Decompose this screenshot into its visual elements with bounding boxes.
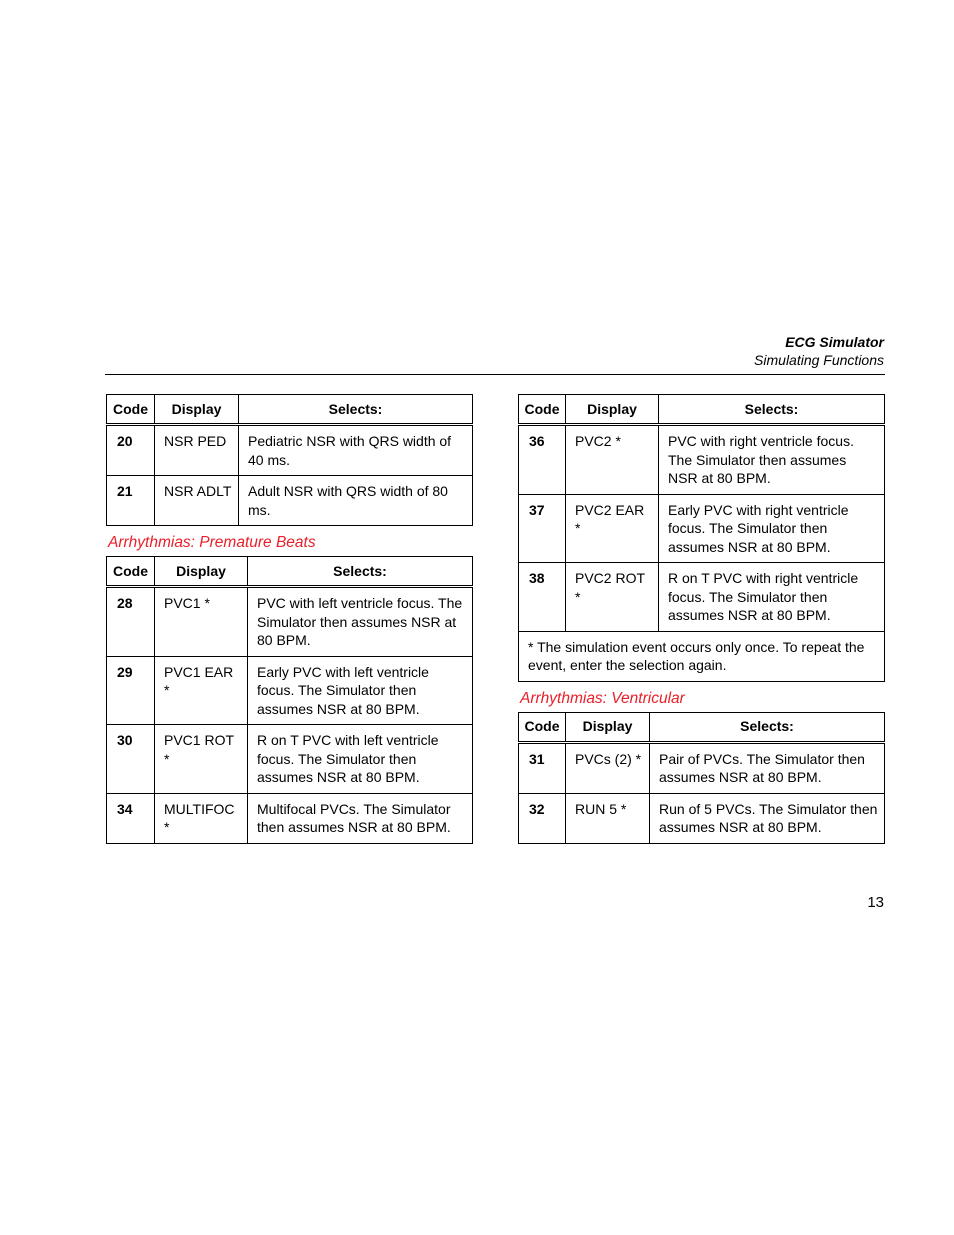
row-code: 21 [107,476,155,526]
column-header-display: Display [155,395,239,425]
table-row [519,425,885,495]
row-code: 36 [519,425,566,495]
row-selects: Run of 5 PVCs. The Simulator then assumes NSR at 80 BPM. [650,793,885,843]
column-header-code: Code [107,557,155,587]
row-display: PVC2 * [566,425,659,495]
section-title-premature-beats: Arrhythmias: Premature Beats [108,534,316,551]
row-code: 32 [519,793,566,843]
row-code: 20 [107,425,155,476]
column-header-selects: Selects: [239,395,473,425]
right-column [518,394,885,844]
table-row [519,793,885,843]
row-display: PVCs (2) * [566,742,650,793]
table-row [107,725,473,794]
column-header-selects: Selects: [650,712,885,742]
row-display: NSR PED [155,425,239,476]
column-header-code: Code [519,712,566,742]
header-rule [105,374,885,375]
row-code: 29 [107,656,155,725]
row-code: 34 [107,793,155,843]
section-title-ventricular: Arrhythmias: Ventricular [520,689,685,707]
table-row [519,742,885,793]
table-row [107,425,473,476]
row-display: PVC1 EAR * [155,656,248,725]
table-row [107,476,473,526]
running-header [754,333,884,369]
row-display: PVC1 ROT * [155,725,248,794]
row-code: 38 [519,563,566,632]
table-row [107,587,473,657]
left-column [106,394,473,844]
row-code: 31 [519,742,566,793]
page-number: 13 [867,894,884,911]
column-header-selects: Selects: [248,557,473,587]
column-header-code: Code [107,395,155,425]
column-header-selects: Selects: [659,395,885,425]
row-display: PVC1 * [155,587,248,657]
ventricular-table [518,712,885,844]
row-selects: Multifocal PVCs. The Simulator then assumes NSR at 80 BPM. [248,793,473,843]
row-selects: Early PVC with left ventricle focus. The Simulator then assumes NSR at 80 BPM. [248,656,473,725]
row-display: RUN 5 * [566,793,650,843]
row-display: MULTIFOC * [155,793,248,843]
row-display: PVC2 ROT * [566,563,659,632]
column-header-code: Code [519,395,566,425]
nsr-table [106,394,473,526]
row-selects: Adult NSR with QRS width of 80 ms. [239,476,473,526]
table-row [519,631,885,681]
row-display: PVC2 EAR * [566,494,659,563]
running-header-subtitle: Simulating Functions [754,352,884,368]
premature-beats-table [106,556,473,844]
table-row [107,656,473,725]
column-header-display: Display [155,557,248,587]
pvc2-table [518,394,885,682]
row-selects: Pair of PVCs. The Simulator then assumes NSR at 80 BPM. [650,742,885,793]
column-header-display: Display [566,395,659,425]
table-row [519,494,885,563]
footnote: * The simulation event occurs only once. To repeat the event, enter the selection again. [519,631,885,681]
column-header-display: Display [566,712,650,742]
row-selects: PVC with left ventricle focus. The Simulator then assumes NSR at 80 BPM. [248,587,473,657]
table-row [107,793,473,843]
row-selects: PVC with right ventricle focus. The Simulator then assumes NSR at 80 BPM. [659,425,885,495]
row-selects: Pediatric NSR with QRS width of 40 ms. [239,425,473,476]
row-display: NSR ADLT [155,476,239,526]
row-selects: Early PVC with right ventricle focus. The Simulator then assumes NSR at 80 BPM. [659,494,885,563]
table-row [519,563,885,632]
row-code: 37 [519,494,566,563]
row-code: 28 [107,587,155,657]
running-header-title: ECG Simulator [785,334,884,350]
row-selects: R on T PVC with left ventricle focus. The Simulator then assumes NSR at 80 BPM. [248,725,473,794]
row-code: 30 [107,725,155,794]
row-selects: R on T PVC with right ventricle focus. The Simulator then assumes NSR at 80 BPM. [659,563,885,632]
